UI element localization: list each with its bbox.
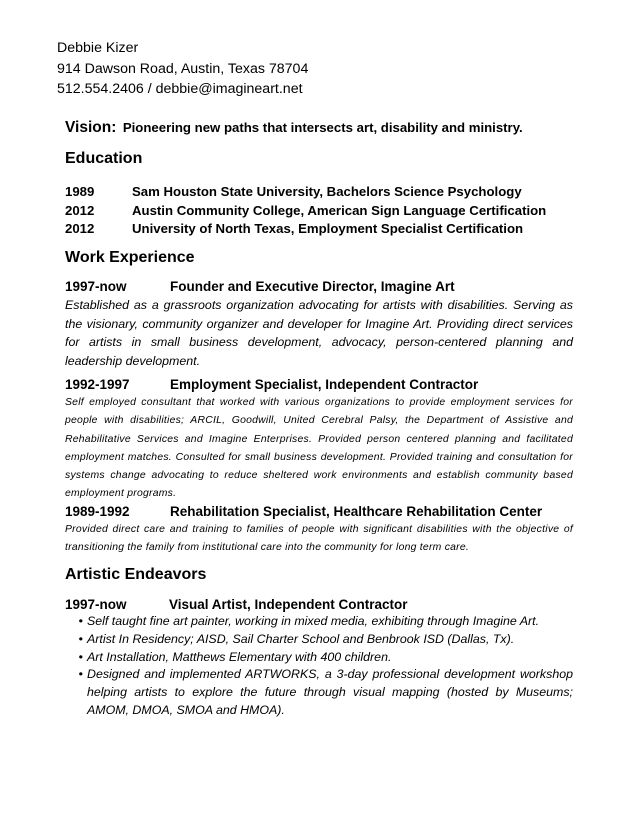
artistic-endeavors-heading: Artistic Endeavors [65, 566, 207, 583]
vision-text: Pioneering new paths that intersects art, disability and ministry. [122, 120, 523, 135]
list-item-text: Self taught fine art painter, working in mixed media, exhibiting through Imagine Art. [87, 614, 540, 628]
education-detail: Austin Community College, American Sign Language Certification [132, 202, 547, 218]
education-year: 2012 [65, 202, 95, 218]
job-dates: 1992-1997 [65, 377, 130, 392]
job-header [65, 279, 455, 294]
bullet-icon: • [78, 667, 83, 682]
education-detail: Sam Houston State University, Bachelors Science Psychology [132, 184, 522, 199]
list-item-text: Art Installation, Matthews Elementary with 400 children. [87, 649, 392, 664]
art-job-dates: 1997-now [65, 597, 127, 612]
contact-name: Debbie Kizer [57, 40, 139, 56]
list-item [65, 613, 573, 631]
contact-block [57, 38, 308, 100]
contact-phone-email: 512.554.2406 / debbie@imagineart.net [57, 81, 303, 97]
job-dates: 1989-1992 [65, 504, 130, 519]
education-heading: Education [65, 150, 143, 167]
education-entry [65, 220, 546, 239]
bullet-icon: • [78, 631, 83, 646]
education-entry [65, 183, 546, 202]
vision-statement [65, 119, 523, 137]
job-header [65, 504, 542, 519]
job-title: Founder and Executive Director, Imagine Art [170, 279, 455, 294]
list-item [65, 649, 573, 667]
job-description: Self employed consultant that worked with various organizations to provide employment services for people with disabilities; ARCIL, Goodwill, United Cerebral Palsy, the Department of Assistive and Rehabilitative Services and Imagine Enterprises. Provided person centered planning and facilitated employment matches. Consulted for small business development. Provided training and consultation for systems change advocating to reduce sheltered work environments and establish community based employment programs. [65, 397, 573, 500]
education-list [65, 183, 546, 239]
art-job-title: Visual Artist, Independent Contractor [169, 597, 408, 612]
artistic-list [65, 613, 573, 720]
bullet-icon: • [78, 614, 83, 628]
job-description: Provided direct care and training to families of people with significant disabilities with the objective of transitioning the family from institutional care into the community for long term care. [65, 524, 573, 554]
list-item-text: Designed and implemented ARTWORKS, a 3-day professional development workshop helping artists to explore the future through visual mapping (hosted by Museums; AMOM, DMOA, SMOA and HMOA). [87, 667, 573, 717]
work-experience-heading: Work Experience [65, 249, 195, 266]
job-title: Employment Specialist, Independent Contractor [170, 377, 479, 392]
education-year: 2012 [65, 221, 95, 236]
list-item-text: Artist In Residency; AISD, Sail Charter School and Benbrook ISD (Dallas, Tx). [87, 631, 515, 646]
job-header [65, 377, 478, 392]
vision-label: Vision: [65, 119, 117, 136]
education-year: 1989 [65, 184, 95, 199]
education-entry [65, 202, 546, 221]
list-item [65, 666, 573, 719]
education-detail: University of North Texas, Employment Specialist Certification [132, 221, 524, 236]
job-title: Rehabilitation Specialist, Healthcare Rehabilitation Center [170, 504, 543, 519]
art-job-header [65, 597, 408, 612]
job-description: Established as a grassroots organization advocating for artists with disabilities. Serving as the visionary, community organizer and developer for Imagine Art. Providing direct services for artists in small business development, advocacy, person-centered planning and leadership development. [65, 298, 573, 368]
bullet-icon: • [78, 649, 83, 664]
job-dates: 1997-now [65, 279, 127, 294]
contact-address: 914 Dawson Road, Austin, Texas 78704 [57, 60, 309, 77]
list-item [65, 631, 573, 649]
